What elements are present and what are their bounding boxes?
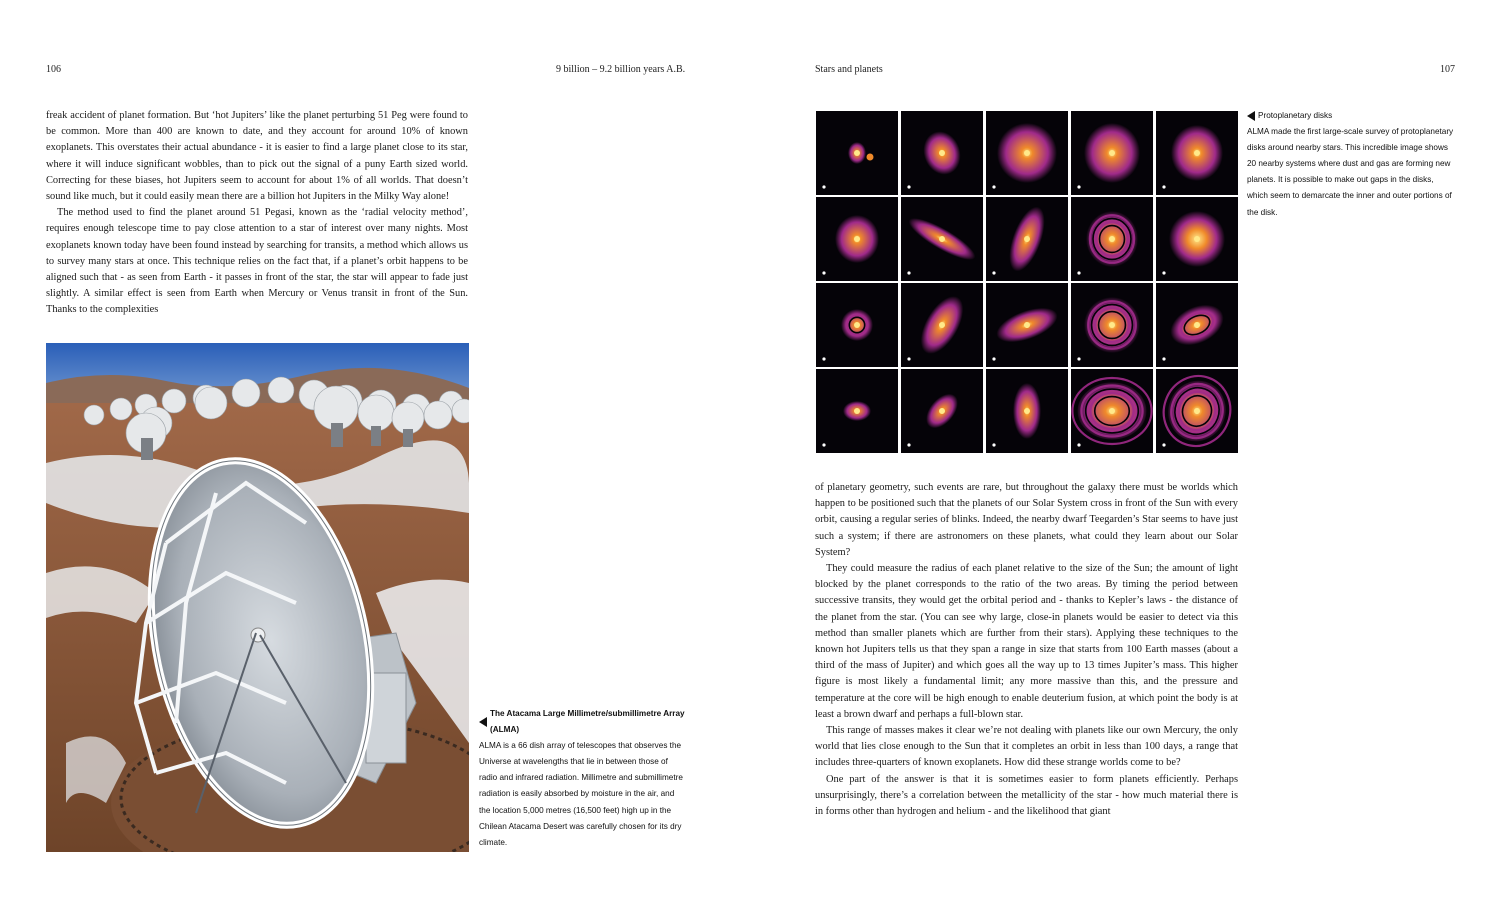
right-paragraph-4: One part of the answer is that it is sometimes easier to form planets efficiently. Perhaps unsurprisingly, there’s a correlation between the metallicity of the star - how much material there is in forms other than hydrogen and helium - and the likelihood that giant — [815, 773, 1238, 818]
disk-graphic — [1156, 283, 1238, 367]
left-running-head: 9 billion – 9.2 billion years A.B. — [556, 64, 686, 75]
disk-image — [986, 197, 1068, 281]
disk-graphic — [1071, 197, 1153, 281]
disk-graphic — [986, 283, 1068, 367]
beam-marker — [1077, 271, 1080, 274]
beam-marker — [1077, 443, 1080, 446]
disk-graphic — [901, 369, 983, 453]
beam-marker — [992, 271, 995, 274]
protoplanetary-disk-grid — [816, 111, 1238, 453]
alma-caption-title: The Atacama Large Millimetre/submillimetre Array (ALMA) — [490, 709, 685, 735]
disk-image — [1071, 369, 1153, 453]
right-page-number: 107 — [1440, 64, 1455, 75]
disk-graphic — [986, 369, 1068, 453]
alma-photo-illustration — [46, 343, 469, 852]
disk-graphic — [986, 197, 1068, 281]
beam-marker — [907, 443, 910, 446]
companion-star — [867, 154, 874, 161]
disk-image — [1156, 197, 1238, 281]
beam-marker — [822, 271, 825, 274]
disk-image — [1156, 283, 1238, 367]
disk-image — [901, 283, 983, 367]
left-paragraph-1: freak accident of planet formation. But ‘hot Jupiters’ like the planet perturbing 51 Peg were found to be common. More than 400 are known to date, and they account for around 10% of known exoplanets. This overstates their actual abundance - it is easier to find a large planet close to its star, where it will induce significant wobbles, than to pick out the signal of a puny Earth sized world. Correcting for these biases, hot Jupiters seem to account for about 1% of all worlds. That doesn’t sound like much, but it could easily mean there are a billion hot Jupiters in the Milky Way alone! — [46, 110, 468, 203]
left-page-number: 106 — [46, 64, 61, 75]
beam-marker — [992, 443, 995, 446]
beam-marker — [822, 357, 825, 360]
right-paragraph-2: They could measure the radius of each planet relative to the size of the Sun; the amount of light blocked by the planet corresponds to the ratio of the two areas. By timing the period between successive transits, they would get the orbital period and - thanks to Kepler’s laws - the distance of the planet from the star. (You can see why large, close-in planets would be easier to detect via this method than smaller planets which are further from their stars). Applying these techniques to the known hot Jupiters tells us that they span a range in size that starts from 100 Earth masses (about a third of the mass of Jupiter) and which goes all the way up to 13 times Jupiter’s mass. This higher figure is most likely a fundamental limit; any more massive than this, and the pressure and temperature at the core will be high enough to enable deuterium fusion, at which point the body is at least a brown dwarf and perhaps a full-blown star. — [815, 563, 1238, 720]
right-paragraph-1: of planetary geometry, such events are rare, but throughout the galaxy there must be worlds which happen to be positioned such that the planets of our Solar System cross in front of the Sun with every orbit, causing a regular series of blinks. Indeed, the nearby dwarf Teegarden’s Star seems to have just such a system; if there are astronomers on these planets, what could they learn about our Solar System? — [815, 482, 1238, 558]
left-pointer-icon — [1247, 111, 1255, 121]
alma-caption — [479, 706, 687, 851]
disk-graphic — [816, 111, 898, 195]
disk-image — [1071, 197, 1153, 281]
disk-image — [986, 111, 1068, 195]
beam-marker — [907, 357, 910, 360]
disk-image — [1156, 369, 1238, 453]
disk-core — [1109, 236, 1115, 242]
disk-graphic — [1156, 369, 1238, 453]
beam-marker — [1077, 357, 1080, 360]
beam-marker — [1162, 443, 1165, 446]
disk-graphic — [816, 197, 898, 281]
disk-image — [1071, 111, 1153, 195]
left-pointer-icon — [479, 717, 487, 727]
right-paragraph-3: This range of masses makes it clear we’re not dealing with planets like our own Mercury, the only world that lies close enough to the Sun that it completes an orbit in less than 100 days, a range that includes three-quarters of known exoplanets. How did these strange worlds come to be? — [815, 725, 1238, 769]
beam-marker — [1162, 271, 1165, 274]
disk-image — [986, 369, 1068, 453]
disk-core — [1109, 150, 1115, 156]
left-paragraph-2: The method used to find the planet around 51 Pegasi, known as the ‘radial velocity method’, requires enough telescope time to pay close attention to a star of interest over many nights. Most exoplanets known today have been found instead by searching for transits, a method which allows us to survey many stars at once. This technique relies on the fact that, if a planet’s orbit happens to be aligned such that - as seen from Earth - it passes in front of the star, the star will appear to fade just slightly. A similar effect is seen from Earth when Mercury or Venus transit in front of the Sun. Thanks to the complexities — [46, 207, 468, 316]
disk-image — [901, 111, 983, 195]
disk-graphic — [901, 283, 983, 367]
disk-graphic — [1156, 111, 1238, 195]
disks-caption — [1247, 108, 1455, 221]
disk-core — [1024, 408, 1030, 414]
disk-core — [1194, 150, 1200, 156]
disk-graphic — [901, 197, 983, 281]
disk-graphic — [986, 111, 1068, 195]
disk-graphic — [1071, 111, 1153, 195]
beam-marker — [822, 185, 825, 188]
disks-caption-title-row — [1247, 108, 1455, 124]
disk-core — [1024, 150, 1030, 156]
disk-core — [1109, 408, 1115, 414]
beam-marker — [1077, 185, 1080, 188]
disk-image — [816, 369, 898, 453]
disk-image — [816, 197, 898, 281]
disk-core — [1194, 236, 1200, 242]
disk-graphic — [1071, 283, 1153, 367]
alma-caption-text: ALMA is a 66 dish array of telescopes that observes the Universe at wavelengths that lie in between those of radio and infrared radiation. Millimetre and submillimetre radiation is easily absorbed by moisture in the air, and the location 5,000 metres (16,500 feet) high up in the Chilean Atacama Desert was carefully chosen for its dry climate. — [479, 741, 683, 847]
disk-graphic — [1156, 197, 1238, 281]
disk-core — [854, 408, 860, 414]
beam-marker — [1162, 357, 1165, 360]
disk-core — [854, 236, 860, 242]
beam-marker — [907, 185, 910, 188]
disk-graphic — [1071, 369, 1153, 453]
beam-marker — [992, 357, 995, 360]
disk-core — [854, 150, 860, 156]
disks-caption-title: Protoplanetary disks — [1258, 111, 1333, 120]
alma-caption-title-row — [479, 706, 687, 738]
disk-image — [816, 111, 898, 195]
disk-image — [816, 283, 898, 367]
beam-marker — [907, 271, 910, 274]
beam-marker — [822, 443, 825, 446]
disk-graphic — [816, 283, 898, 367]
right-running-head: Stars and planets — [815, 64, 883, 75]
disks-caption-text: ALMA made the first large-scale survey of protoplanetary disks around nearby stars. This incredible image shows 20 nearby systems where dust and gas are forming new planets. It is possible to make out gaps in the disks, which seem to demarcate the inner and outer portions of the disk. — [1247, 127, 1454, 217]
disk-image — [1156, 111, 1238, 195]
disk-image — [901, 197, 983, 281]
disk-graphic — [816, 369, 898, 453]
disk-image — [986, 283, 1068, 367]
beam-marker — [992, 185, 995, 188]
disk-core — [854, 322, 860, 328]
beam-marker — [1162, 185, 1165, 188]
alma-photo — [46, 343, 469, 852]
left-body-text — [46, 108, 468, 319]
disk-graphic — [901, 111, 983, 195]
disk-image — [1071, 283, 1153, 367]
disk-core — [1109, 322, 1115, 328]
right-body-text — [815, 480, 1238, 820]
disk-image — [901, 369, 983, 453]
